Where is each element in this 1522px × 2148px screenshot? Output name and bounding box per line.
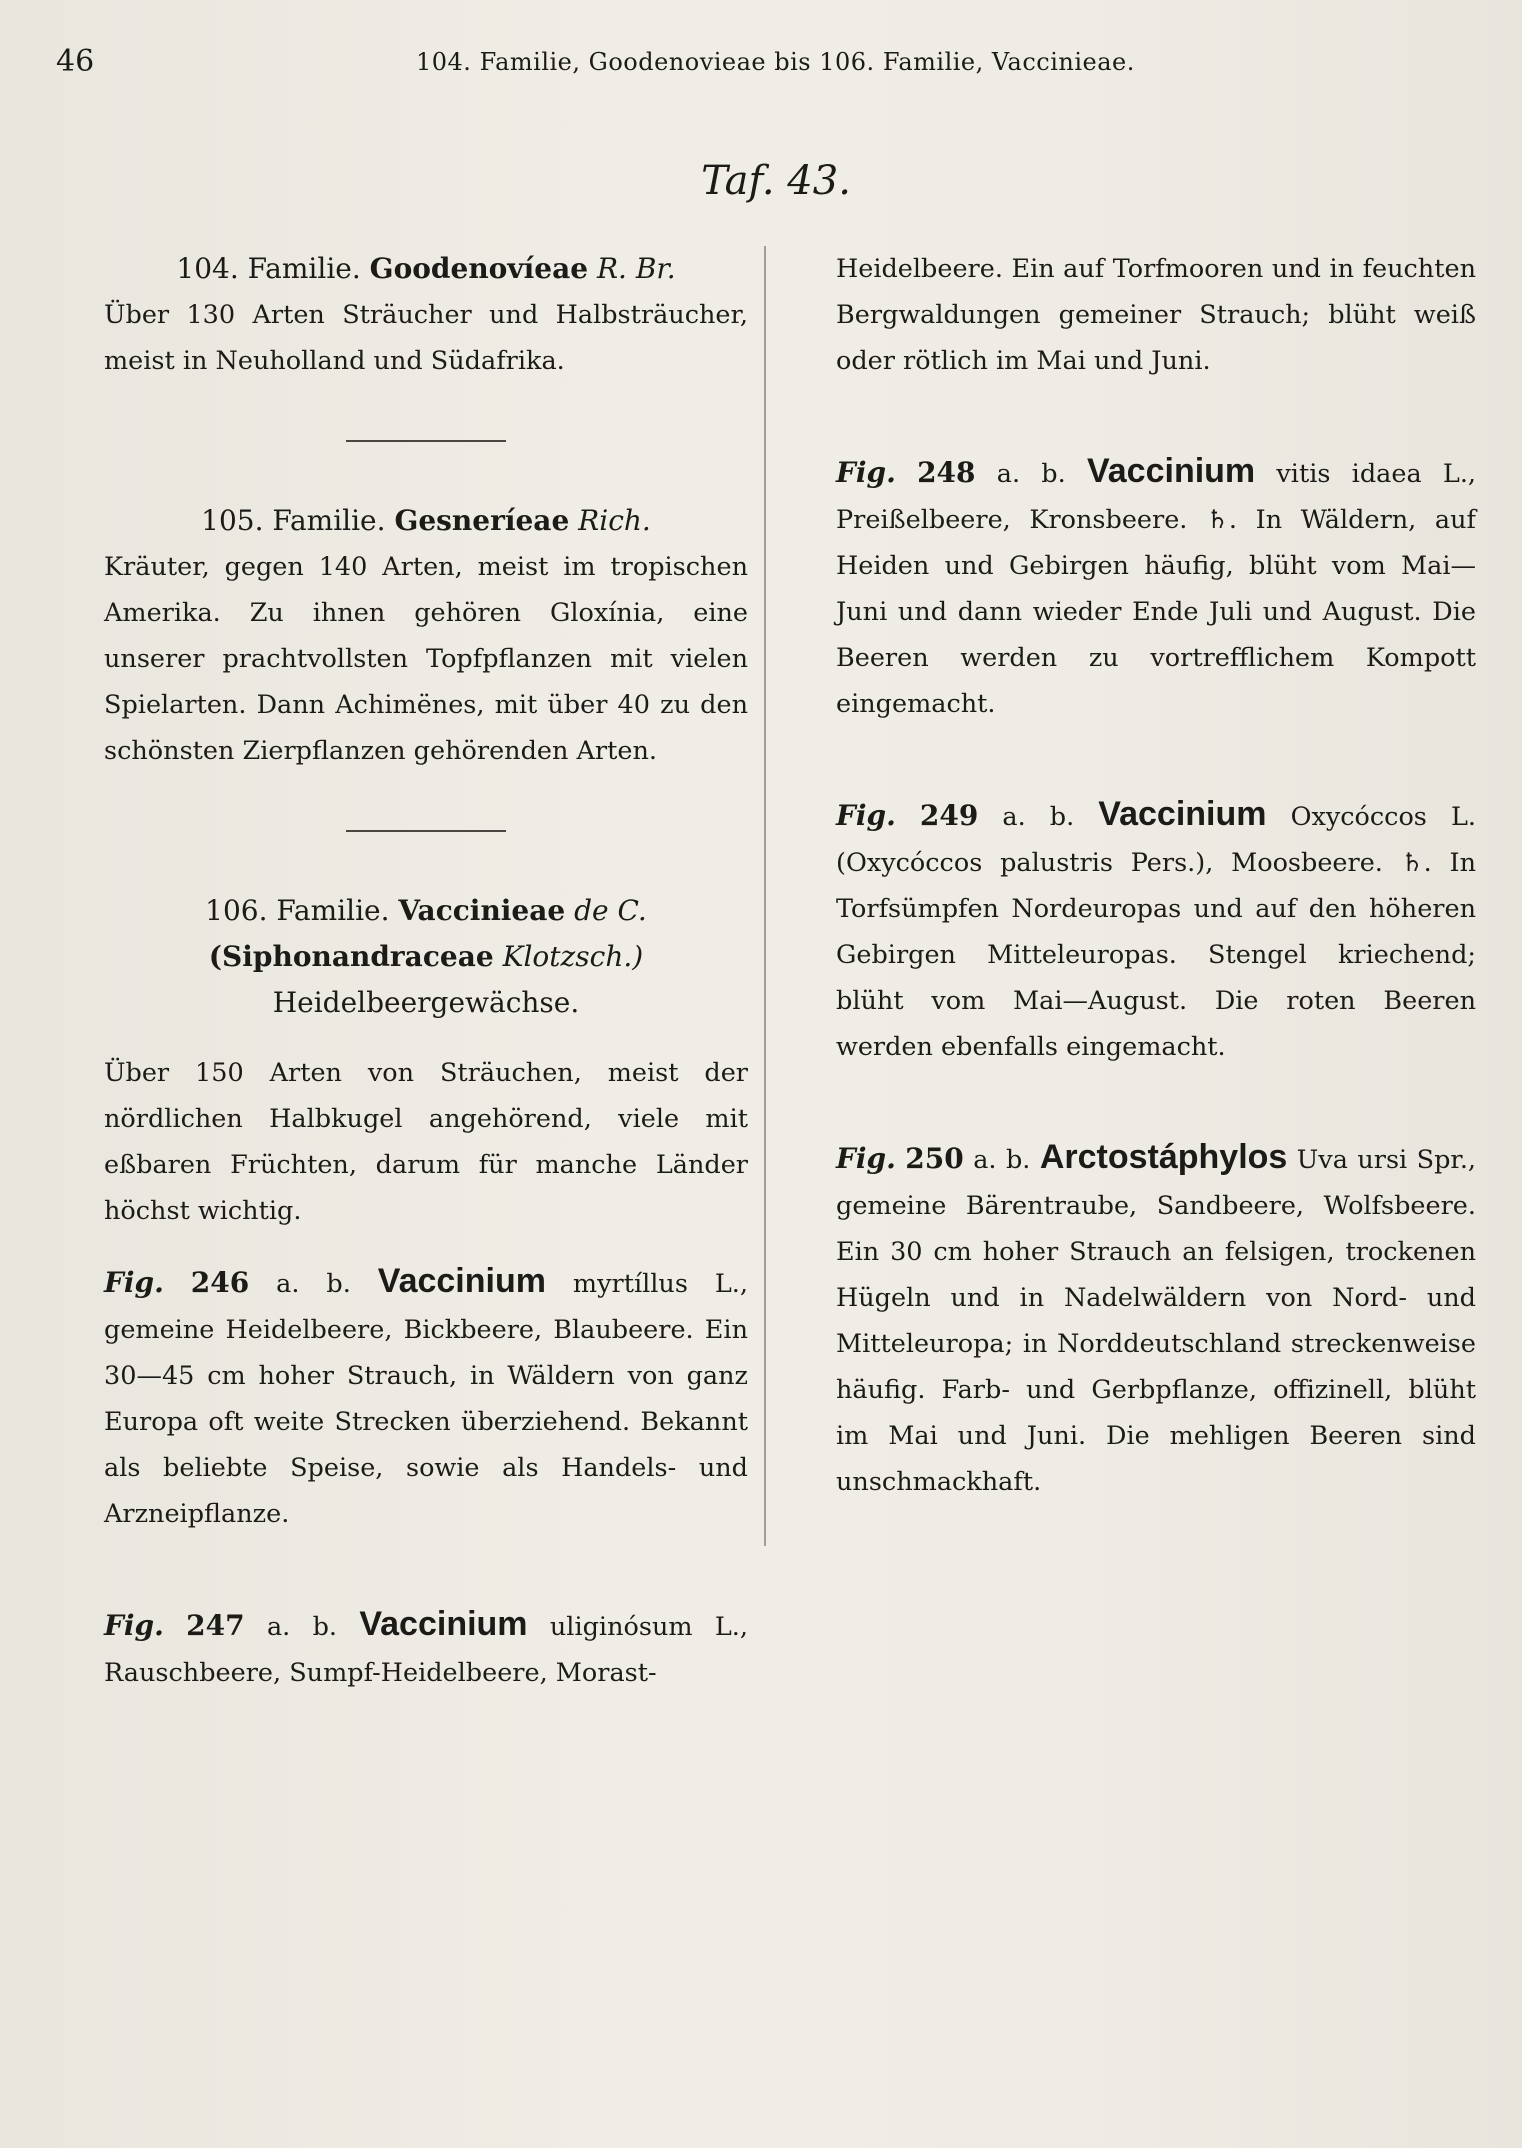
fig-248-entry	[836, 448, 1476, 727]
running-head: 104. Familie, Goodenovieae bis 106. Familie, Vaccinieae.	[416, 48, 1135, 76]
plate-title: Taf. 43.	[701, 158, 851, 204]
family-106-alt-name: (Siphonandraceae	[208, 940, 494, 973]
fig-247-entry	[104, 1601, 748, 1696]
fig-247-number: 247	[186, 1609, 245, 1642]
family-104-number: 104. Familie.	[176, 252, 361, 285]
family-105-name: Gesneríeae	[394, 504, 570, 537]
fig-248-description: vitis idaea L., Preißelbeere, Kronsbeere. ♄. In Wäldern, auf Heiden und Gebirgen häufig, blüht vom Mai—Juni und dann wieder Ende Juli und August. Die Beeren werden zu vortrefflichem Kompott eingemacht.	[836, 459, 1477, 719]
fig-246-description: myrtíllus L., gemeine Heidelbeere, Bickbeere, Blaubeere. Ein 30—45 cm hoher Strauch, in Wäldern von ganz Europa oft weite Strecken überziehend. Bekannt als beliebte Speise, sowie als Handels- und Arzneipflanze.	[104, 1269, 748, 1529]
family-104-text: Über 130 Arten Sträucher und Halbsträucher, meist in Neuholland und Südafrika.	[104, 300, 748, 376]
page-header	[56, 44, 1466, 84]
fig-247-genus: Vaccinium	[359, 1605, 528, 1643]
fig-248-number: 248	[917, 456, 976, 489]
fig-247-description: uliginósum L., Rauschbeere, Sumpf-Heidelbeere, Morast-	[104, 1612, 749, 1688]
column-divider	[764, 246, 766, 1546]
fig-250-entry	[836, 1134, 1476, 1505]
family-105-text: Kräuter, gegen 140 Arten, meist im tropischen Amerika. Zu ihnen gehören Gloxínia, eine unserer prachtvollsten Topfpflanzen mit vielen Spielarten. Dann Achimënes, mit über 40 zu den schönsten Zierpflanzen gehörenden Arten.	[104, 552, 748, 766]
left-column	[104, 246, 748, 1696]
family-106-author: de C.	[574, 894, 647, 927]
family-105-heading	[104, 498, 748, 544]
family-106-name: Vaccinieae	[398, 894, 566, 927]
page-number: 46	[56, 44, 95, 79]
fig-249-ab: a. b.	[1002, 802, 1075, 832]
fig-247-continuation: Heidelbeere. Ein auf Torfmooren und in feuchten Bergwaldungen gemeiner Strauch; blüht weiß oder rötlich im Mai und Juni.	[836, 254, 1476, 376]
fig-246-entry	[104, 1258, 748, 1537]
family-106-text: Über 150 Arten von Sträuchen, meist der nördlichen Halbkugel angehörend, viele mit eßbaren Früchten, darum für manche Länder höchst wichtig.	[104, 1058, 748, 1226]
fig-249-number: 249	[919, 799, 979, 832]
fig-246-genus: Vaccinium	[377, 1262, 546, 1300]
fig-250-genus: Arctostáphylos	[1039, 1138, 1288, 1176]
family-105-number: 105. Familie.	[201, 504, 386, 537]
fig-249-entry	[836, 791, 1476, 1070]
fig-247-label: Fig.	[104, 1609, 164, 1642]
fig-246-label: Fig.	[104, 1266, 164, 1299]
fig-248-genus: Vaccinium	[1086, 452, 1256, 490]
fig-247-ab: a. b.	[266, 1612, 338, 1642]
fig-250-ab: a. b.	[973, 1145, 1031, 1175]
fig-250-number: 250	[905, 1142, 964, 1175]
fig-248-ab: a. b.	[996, 459, 1066, 489]
fig-249-label: Fig.	[836, 799, 896, 832]
family-104-author: R. Br.	[596, 252, 676, 285]
family-106-alt-author: Klotzsch.)	[502, 940, 644, 973]
fig-249-description: Oxycóccos L. (Oxycóccos palustris Pers.), Moosbeere. ♄. In Torfsümpfen Nordeuropas und auf den höheren Gebirgen Mitteleuropas. Stengel kriechend; blüht vom Mai—August. Die roten Beeren werden ebenfalls eingemacht.	[836, 802, 1476, 1062]
fig-248-label: Fig.	[836, 456, 896, 489]
family-106-number: 106. Familie.	[205, 894, 390, 927]
family-106-heading	[104, 888, 748, 1026]
fig-250-description: Uva ursi Spr., gemeine Bärentraube, Sandbeere, Wolfsbeere. Ein 30 cm hoher Strauch an felsigen, trockenen Hügeln und in Nadelwäldern von Nord- und Mitteleuropa; in Norddeutschland streckenweise häufig. Farb- und Gerbpflanze, offizinell, blüht im Mai und Juni. Die mehligen Beeren sind unschmackhaft.	[836, 1145, 1477, 1497]
fig-250-label: Fig.	[836, 1142, 896, 1175]
fig-246-number: 246	[190, 1266, 250, 1299]
family-104-name: Goodenovíeae	[369, 252, 589, 285]
family-104-heading	[104, 246, 748, 292]
family-106-common-name: Heidelbeergewächse.	[272, 986, 580, 1019]
fig-246-ab: a. b.	[276, 1269, 351, 1299]
right-column	[836, 246, 1476, 1505]
family-105-author: Rich.	[578, 504, 651, 537]
fig-249-genus: Vaccinium	[1098, 795, 1267, 833]
